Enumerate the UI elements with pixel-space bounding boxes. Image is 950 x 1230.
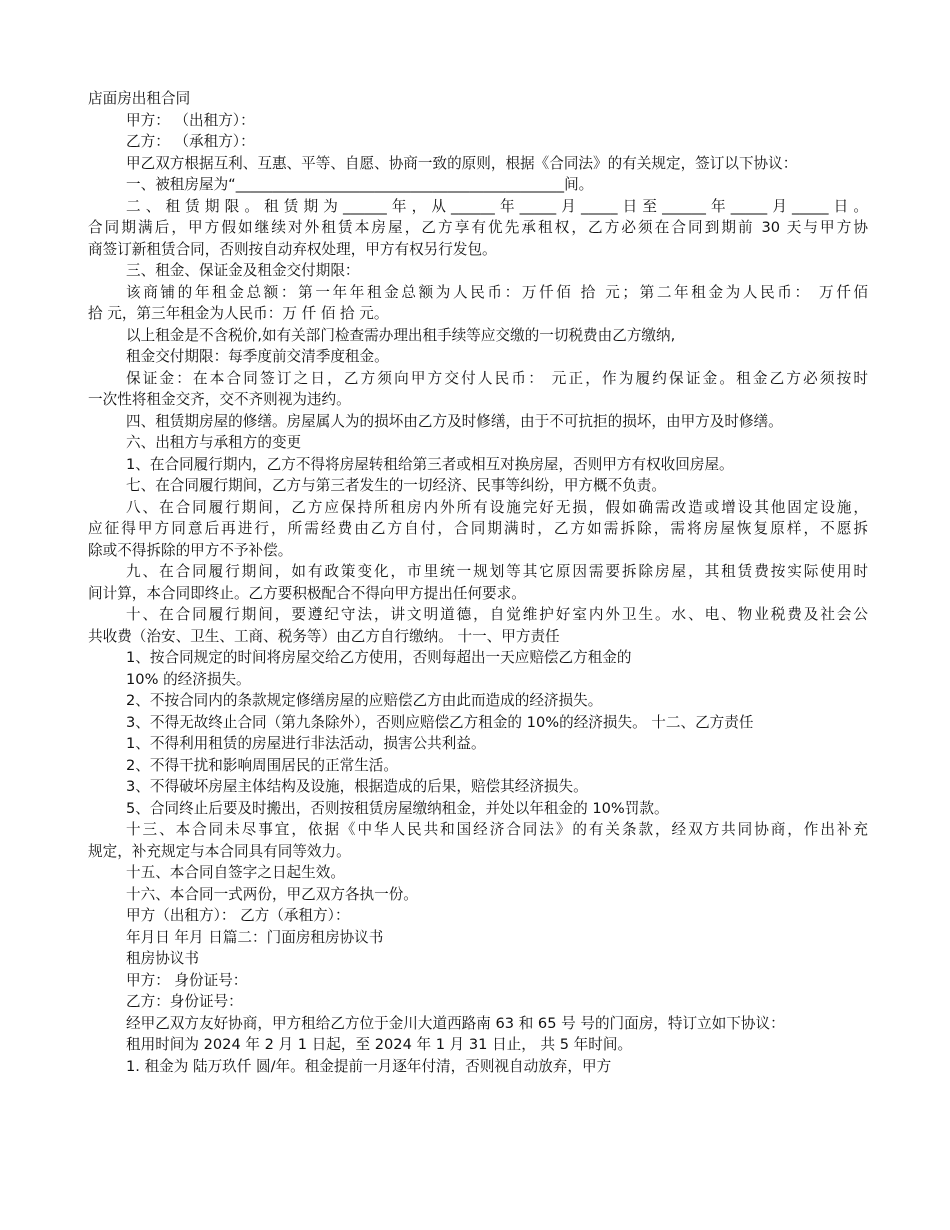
document-line-text: 1、不得利用租赁的房屋进行非法活动，损害公共利益。 [126,735,486,752]
document-line-text: 2、不按合同内的条款规定修缮房屋的应赔偿乙方由此而造成的经济损失。 [126,692,603,709]
document-line [88,432,868,454]
document-line [88,819,868,841]
document-line-text: 甲方： （出租方）： [126,111,255,129]
document-line-text: 租房协议书 [126,950,199,967]
document-line [88,798,868,820]
document-line-text: 拾 元，第三年租金为人民币：万 仟 佰 拾 元。 [88,305,389,322]
document-line [88,712,868,734]
document-line-text: 甲方： 身份证号： [126,971,248,989]
document-line-text: 租金交付期限：每季度前交清季度租金。 [126,348,389,365]
document-line [88,884,868,906]
document-line [88,454,868,476]
document-line-text: 1、按合同规定的时间将房屋交给乙方使用，否则每超出一天应赔偿乙方租金的 [126,649,632,666]
document-line [88,647,868,669]
document-title: 店面房出租合同 [88,90,191,107]
document-line-text: 1、在合同履行期内，乙方不得将房屋转租给第三者或相互对换房屋，否则甲方有权收回房屋。 [126,455,734,473]
document-line-text: 该商铺的年租金总额：第一年年租金总额为人民币：万仟佰 拾 元；第二年租金为人民币： 万仟佰 [126,283,868,301]
document-line-text: 共收费（治安、卫生、工商、税务等）由乙方自行缴纳。 十一、甲方责任 [88,627,560,645]
document-line-text: 十五、本合同自签字之日起生效。 [126,864,345,881]
document-line [88,346,868,368]
document-line [88,690,868,712]
document-line [88,389,868,411]
document-line [88,174,868,196]
document-line [88,475,868,497]
document-line [88,153,868,175]
document-line-text: 除或不得拆除的甲方不予补偿。 [88,541,293,559]
document-line [88,755,868,777]
document-line [88,733,868,755]
document-line-text: 保证金：在本合同签订之日，乙方须向甲方交付人民币： 元正，作为履约保证金。租金乙方必须按时 [126,369,868,387]
document-line-text: 甲方（出租方）： 乙方（承租方）： [126,907,350,924]
document-line-text: 四、租赁期房屋的修缮。房屋属人为的损坏由乙方及时修缮，由于不可抗拒的损坏，由甲方及时修缮。 [126,412,783,430]
document-line-text: 1. 租金为 陆万玖仟 圆/年。租金提前一月逐年付清，否则视自动放弃，甲方 [126,1057,612,1075]
document-line [88,841,868,863]
document-line [88,217,868,239]
document-line-text: 规定，补充规定与本合同具有同等效力。 [88,842,351,860]
document-line-text: 间计算，本合同即终止。乙方要积极配合不得向甲方提出任何要求。 [88,584,526,602]
document-line [88,604,868,626]
document-line-text: 三、租金、保证金及租金交付期限： [126,262,360,279]
document-line [88,497,868,519]
document-line [88,303,868,325]
document-line [88,862,868,884]
document-line [88,282,868,304]
document-line [88,518,868,540]
document-line-text: 乙方：身份证号： [126,993,243,1010]
document-line-text: 2、不得干扰和影响周围居民的正常生活。 [126,756,398,774]
document-line [88,368,868,390]
document-line-text: 一、被租房屋为“_____________________________________________间。 [126,176,594,193]
document-line-text: 十、在合同履行期间，要遵纪守法，讲文明道德，自觉维护好室内外卫生。水、电、物业税费及社会公 [126,606,868,623]
document-line-text: 甲乙双方根据互利、互惠、平等、自愿、协商一致的原则，根据《合同法》的有关规定，签订以下协议： [126,154,798,172]
document-line-text: 租用时间为 2024 年 2 月 1 日起，至 2024 年 1 月 31 日止， 共 5 年时间。 [126,1036,633,1053]
document-line [88,583,868,605]
document-line [88,669,868,691]
document-line [88,260,868,282]
document-line-text: 合同期满后，甲方假如继续对外租赁本房屋，乙方享有优先承租权，乙方必须在合同到期前 30 天与甲方协 [88,219,868,236]
document-line [88,196,868,218]
document-line-text: 二、租赁期限。租赁期为______年，从______年_____月_____日至______年_____月_____日。 [126,197,868,215]
document-line [88,776,868,798]
document-line-text: 应征得甲方同意后再进行，所需经费由乙方自付，合同期满时，乙方如需拆除，需将房屋恢复原样，不愿拆 [88,520,868,537]
document-line [88,626,868,648]
document-line-text: 一次性将租金交齐，交不齐则视为违约。 [88,391,351,408]
document-line-text: 八、在合同履行期间，乙方应保持所租房内外所有设施完好无损，假如确需改造或增设其他固定设施， [126,498,868,516]
document-line-text: 十六、本合同一式两份，甲乙双方各执一份。 [126,885,418,903]
document-line [88,411,868,433]
document-line [88,991,868,1013]
document-body [88,110,868,1078]
contract-document [88,88,868,1077]
document-line-text: 10% 的经济损失。 [126,670,251,688]
document-line-text: 六、出租方与承租方的变更 [126,434,302,451]
document-line-text: 经甲乙双方友好协商，甲方租给乙方位于金川大道西路南 63 和 65 号 号的门面房，特订立如下协议： [126,1014,785,1032]
document-line [88,905,868,927]
document-line-text: 七、在合同履行期间，乙方与第三者发生的一切经济、民事等纠纷，甲方概不负责。 [126,477,666,494]
document-line [88,131,868,153]
document-line-text: 十三、本合同未尽事宜，依据《中华人民共和国经济合同法》的有关条款，经双方共同协商，作出补充 [126,821,868,838]
document-line-text: 乙方： （承租方）： [126,133,255,150]
document-line-text: 年月日 年月 日篇二：门面房租房协议书 [126,928,384,946]
document-line-text: 以上租金是不含税价,如有关部门检查需办理出租手续等应交缴的一切税费由乙方缴纳, [126,326,676,344]
document-line [88,1056,868,1078]
document-line-text: 商签订新租赁合同，否则按自动弃权处理，甲方有权另行发包。 [88,240,497,258]
document-line [88,110,868,132]
document-line [88,927,868,949]
document-line [88,1013,868,1035]
document-line-text: 九、在合同履行期间，如有政策变化，市里统一规划等其它原因需要拆除房屋，其租赁费按实际使用时 [126,563,868,580]
document-line-text: 3、不得破坏房屋主体结构及设施，根据造成的后果，赔偿其经济损失。 [126,778,588,795]
document-line [88,325,868,347]
document-line-text: 3、不得无故终止合同（第九条除外），否则应赔偿乙方租金的 10%的经济损失。 十二、乙方责任 [126,713,754,731]
document-line [88,948,868,970]
document-line [88,561,868,583]
document-line [88,540,868,562]
document-line [88,970,868,992]
document-line-text: 5、合同终止后要及时搬出，否则按租赁房屋缴纳租金，并处以年租金的 10%罚款。 [126,799,669,817]
document-line [88,239,868,261]
document-line [88,1034,868,1056]
